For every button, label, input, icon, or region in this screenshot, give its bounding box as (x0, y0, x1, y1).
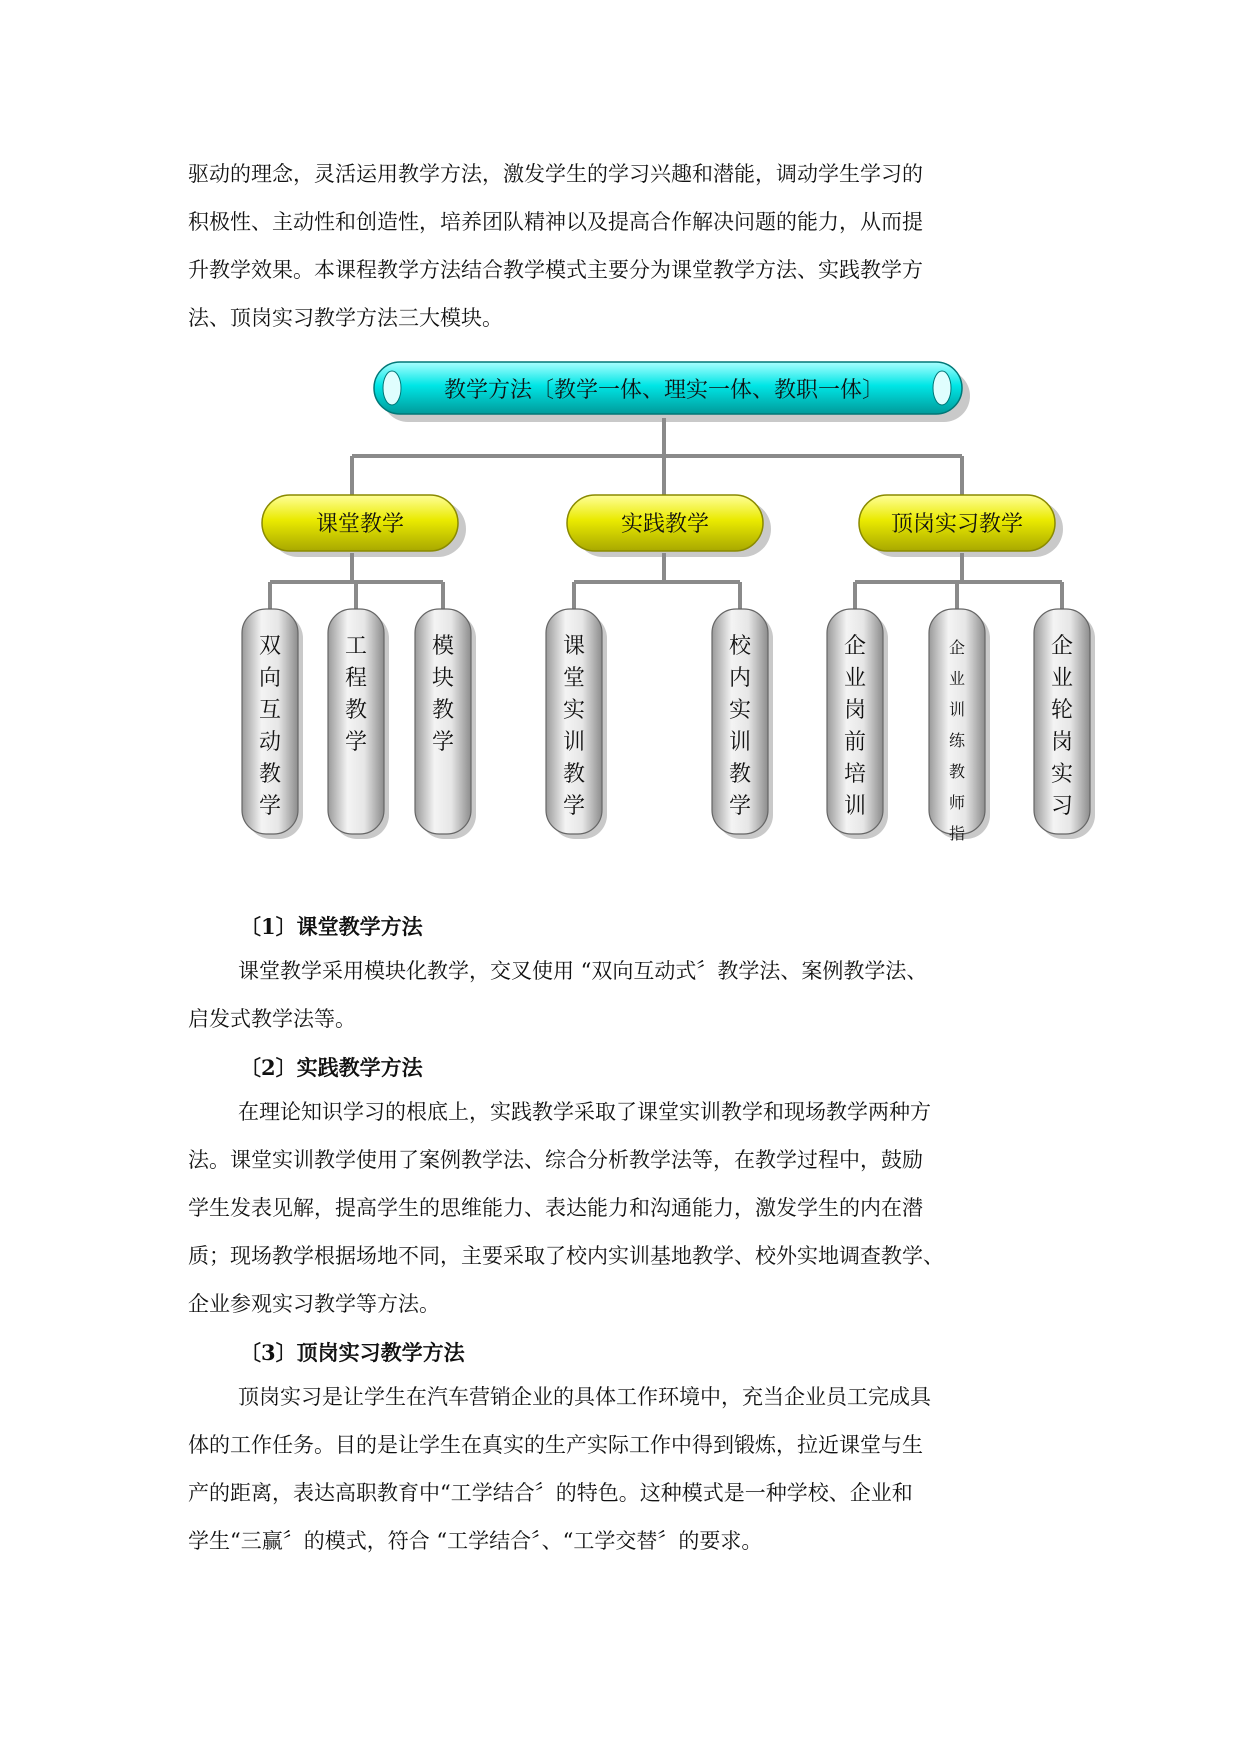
text-line: 课堂教学采用模块化教学，交叉使用 “双向互动式〞教学法、案例教学法、 (238, 959, 928, 983)
text-line: 升教学效果。本课程教学方法结合教学模式主要分为课堂教学方法、实践教学方 (188, 258, 923, 282)
leaf-label: 工程教学 (344, 634, 368, 755)
leaf-label: 校内实训教学 (728, 634, 752, 819)
section-heading: 〔3〕顶岗实习教学方法 (240, 1340, 465, 1365)
leaf-node (546, 609, 607, 839)
leaf-label: 双向互动教学 (258, 634, 282, 819)
leaf-label: 企业岗前培训 (843, 634, 867, 819)
leaf-label: 企业轮岗实习 (1050, 634, 1074, 819)
root-node (374, 362, 970, 422)
root-label: 教学方法〔教学一体、理实一体、教职一体〕 (443, 378, 885, 403)
text-line: 企业参观实习教学等方法。 (188, 1292, 440, 1316)
text-line: 学生“三赢〞的模式，符合 “工学结合〞、“工学交替〞的要求。 (188, 1529, 763, 1553)
text-line: 在理论知识学习的根底上，实践教学采取了课堂实训教学和现场教学两种方 (238, 1100, 931, 1124)
section-paragraph (188, 947, 1048, 1043)
text-line: 积极性、主动性和创造性，培养团队精神以及提高合作解决问题的能力，从而提 (188, 210, 923, 234)
branch-label: 实践教学 (620, 512, 710, 537)
branch-node-practice (567, 495, 771, 557)
section-heading: 〔2〕实践教学方法 (240, 1055, 423, 1080)
leaf-label: 课堂实训教学 (562, 634, 586, 819)
text-line: 法、顶岗实习教学方法三大模块。 (188, 306, 503, 330)
leaf-node (827, 609, 888, 839)
text-line: 体的工作任务。目的是让学生在真实的生产实际工作中得到锻炼，拉近课堂与生 (188, 1433, 923, 1457)
text-line: 法。课堂实训教学使用了案例教学法、综合分析教学法等，在教学过程中，鼓励 (188, 1148, 923, 1172)
text-line: 顶岗实习是让学生在汽车营销企业的具体工作环境中，充当企业员工完成具 (238, 1385, 931, 1409)
leaf-label: 企业训练教师指 (948, 638, 966, 843)
section-paragraph (188, 1373, 1048, 1565)
leaf-node (712, 609, 773, 839)
branch-node-internship (859, 495, 1063, 557)
text-line: 学生发表见解，提高学生的思维能力、表达能力和沟通能力，激发学生的内在潜 (188, 1196, 923, 1220)
text-line: 驱动的理念，灵活运用教学方法，激发学生的学习兴趣和潜能，调动学生学习的 (188, 162, 923, 186)
leaf-node (1034, 609, 1095, 839)
leaf-node (242, 609, 303, 839)
section-heading: 〔1〕课堂教学方法 (240, 914, 423, 939)
leaf-node (328, 609, 389, 839)
branch-label: 顶岗实习教学 (890, 512, 1024, 537)
branch-label: 课堂教学 (315, 512, 405, 537)
text-line: 启发式教学法等。 (188, 1007, 356, 1031)
branch-node-classroom (262, 495, 466, 557)
leaf-node (415, 609, 476, 839)
leaf-label: 模块教学 (431, 634, 455, 755)
leaf-node (929, 609, 990, 843)
leaf-nodes (242, 609, 1095, 843)
text-line: 产的距离，表达高职教育中“工学结合〞的特色。这种模式是一种学校、企业和 (188, 1481, 913, 1505)
text-line: 质；现场教学根据场地不同，主要采取了校内实训基地教学、校外实地调查教学、 (188, 1244, 944, 1268)
section-paragraph (188, 1088, 1048, 1328)
